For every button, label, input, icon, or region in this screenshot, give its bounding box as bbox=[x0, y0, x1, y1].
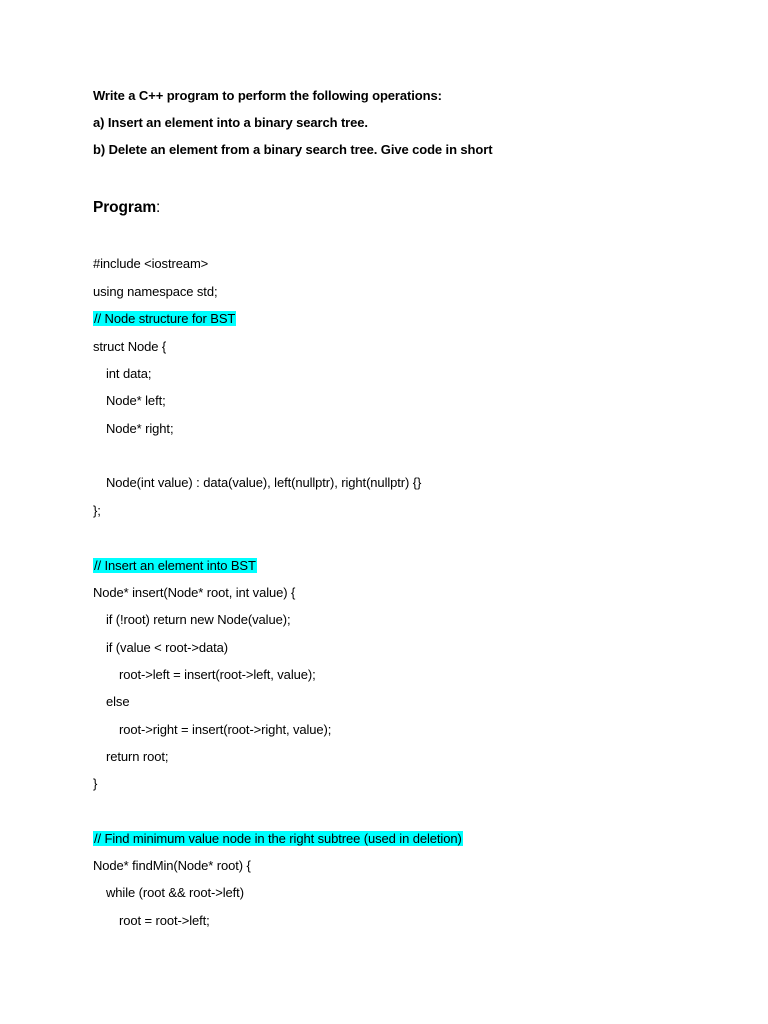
code-comment-line bbox=[93, 311, 236, 327]
code-line: else bbox=[106, 694, 130, 709]
code-line: #include <iostream> bbox=[93, 256, 209, 271]
program-heading bbox=[93, 199, 160, 217]
code-line: return root; bbox=[106, 749, 169, 764]
highlighted-comment: // Node structure for BST bbox=[94, 311, 236, 326]
code-line: using namespace std; bbox=[93, 284, 218, 299]
code-line: if (value < root->data) bbox=[106, 640, 228, 655]
highlighted-comment: // Find minimum value node in the right subtree (used in deletion) bbox=[94, 831, 462, 846]
code-line: }; bbox=[93, 503, 101, 518]
program-heading-label: Program bbox=[93, 199, 157, 216]
code-comment-line bbox=[93, 831, 463, 847]
code-line: Node(int value) : data(value), left(nullptr), right(nullptr) {} bbox=[106, 475, 422, 490]
code-line: if (!root) return new Node(value); bbox=[106, 612, 291, 627]
question-line-3: b) Delete an element from a binary search tree. Give code in short bbox=[93, 142, 493, 157]
code-line: Node* right; bbox=[106, 421, 174, 436]
code-line: struct Node { bbox=[93, 339, 167, 354]
code-line: root->left = insert(root->left, value); bbox=[119, 667, 316, 682]
code-line: while (root && root->left) bbox=[106, 885, 244, 900]
highlighted-comment: // Insert an element into BST bbox=[94, 558, 256, 573]
question-line-1: Write a C++ program to perform the following operations: bbox=[93, 88, 442, 103]
code-line: root = root->left; bbox=[119, 913, 210, 928]
code-line: } bbox=[93, 776, 98, 791]
code-line: Node* insert(Node* root, int value) { bbox=[93, 585, 296, 600]
code-comment-line bbox=[93, 558, 257, 574]
code-line: Node* left; bbox=[106, 393, 166, 408]
code-line: root->right = insert(root->right, value); bbox=[119, 722, 332, 737]
code-line: int data; bbox=[106, 366, 152, 381]
code-line: Node* findMin(Node* root) { bbox=[93, 858, 251, 873]
program-heading-colon: : bbox=[156, 199, 161, 216]
question-line-2: a) Insert an element into a binary search tree. bbox=[93, 115, 368, 130]
